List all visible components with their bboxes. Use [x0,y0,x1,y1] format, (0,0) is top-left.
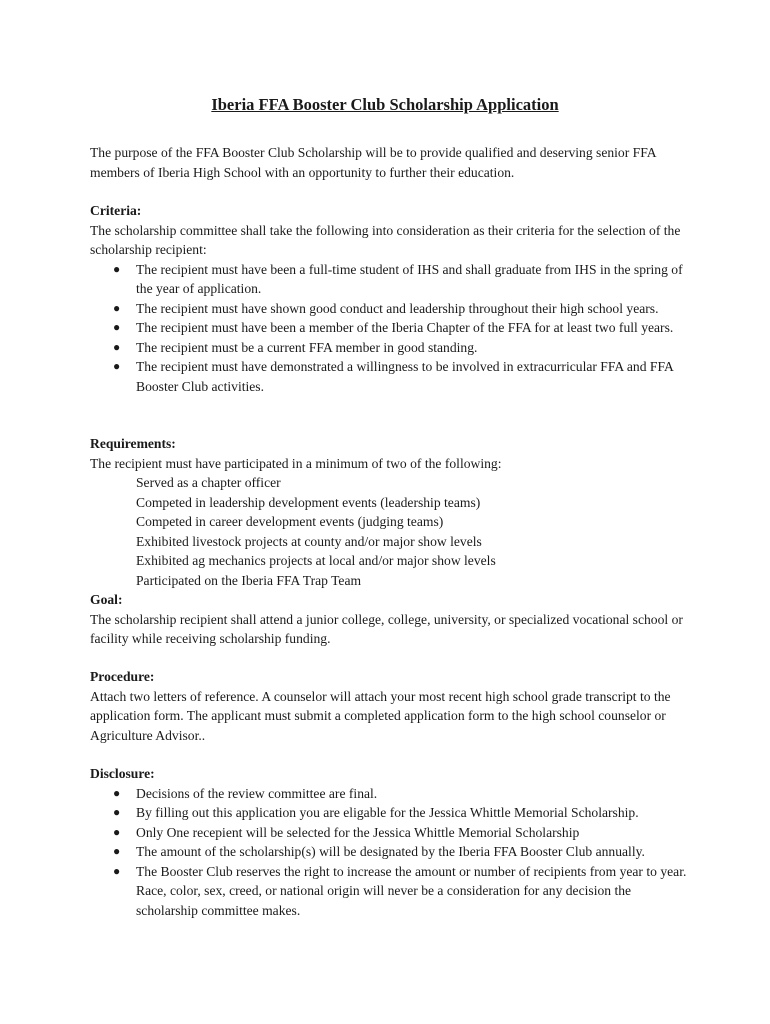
requirements-section [90,434,690,590]
bullet-icon: ● [113,844,121,858]
bullet-icon: ● [113,805,121,819]
requirements-list [90,473,690,590]
list-item: ● Only One recepient will be selected for the Jessica Whittle Memorial Scholarship [90,823,690,843]
bullet-icon: ● [113,320,121,334]
criteria-list [90,260,690,397]
list-item: Exhibited livestock projects at county and/or major show levels [136,533,482,549]
purpose-text: The purpose of the FFA Booster Club Scholarship will be to provide qualified and deserving senior FFA members of Iberia High School with an opportunity to further their education. [90,145,656,180]
list-item: ● The recipient must have been a member of the Iberia Chapter of the FFA for at least two full years. [90,318,690,338]
criteria-intro: The scholarship committee shall take the following into consideration as their criteria for the selection of the scholarship recipient: [90,222,681,257]
bullet-icon: ● [113,261,121,276]
disclosure-list [90,784,690,921]
procedure-section [90,667,690,745]
page-title: Iberia FFA Booster Club Scholarship Application [211,95,559,114]
criteria-section [90,201,690,396]
disclosure-section [90,764,690,920]
list-item: ● Decisions of the review committee are final. [90,784,690,804]
bullet-icon: ● [113,785,121,800]
bullet-icon: ● [113,863,121,878]
purpose-section [90,143,690,182]
bullet-icon: ● [113,824,121,839]
list-item: ● The amount of the scholarship(s) will be designated by the Iberia FFA Booster Club annually. [90,842,690,862]
list-item: Competed in leadership development events (leadership teams) [136,494,481,510]
bullet-icon: ● [113,359,121,373]
goal-section [90,590,690,649]
list-item: ● The recipient must have been a full-time student of IHS and shall graduate from IHS in the spring of the year of application. [113,261,683,296]
disclosure-heading: Disclosure: [90,766,155,781]
bullet-icon: ● [113,300,121,315]
criteria-heading: Criteria: [90,203,142,218]
requirements-intro: The recipient must have participated in a minimum of two of the following: [90,455,502,471]
list-item: Exhibited ag mechanics projects at local and/or major show levels [136,553,496,568]
procedure-heading: Procedure: [90,669,155,684]
list-item: ● By filling out this application you are eligable for the Jessica Whittle Memorial Scholarship. [90,803,690,823]
list-item: Served as a chapter officer [136,475,281,490]
bullet-icon: ● [113,339,121,354]
list-item: Participated on the Iberia FFA Trap Team [136,572,362,588]
goal-text: The scholarship recipient shall attend a junior college, college, university, or specialized vocational school or facility while receiving scholarship funding. [90,611,683,646]
goal-heading: Goal: [90,592,123,607]
list-item: Competed in career development events (judging teams) [136,514,444,529]
procedure-text: Attach two letters of reference. A counselor will attach your most recent high school grade transcript to the application form. The applicant must submit a completed application form to the high school counselor or Agriculture Advisor.. [90,688,671,743]
list-item: ● The recipient must have shown good conduct and leadership throughout their high school years. [90,299,690,319]
requirements-heading: Requirements: [90,436,176,451]
list-item: ● The recipient must have demonstrated a willingness to be involved in extracurricular FFA and FFA Booster Club activities. [113,359,674,394]
list-item: ● The Booster Club reserves the right to increase the amount or number of recipients from year to year. Race, color, sex, creed, or national origin will never be a consideration for any decision the scholarship committee makes. [113,863,687,918]
list-item: ● The recipient must be a current FFA member in good standing. [90,338,690,358]
